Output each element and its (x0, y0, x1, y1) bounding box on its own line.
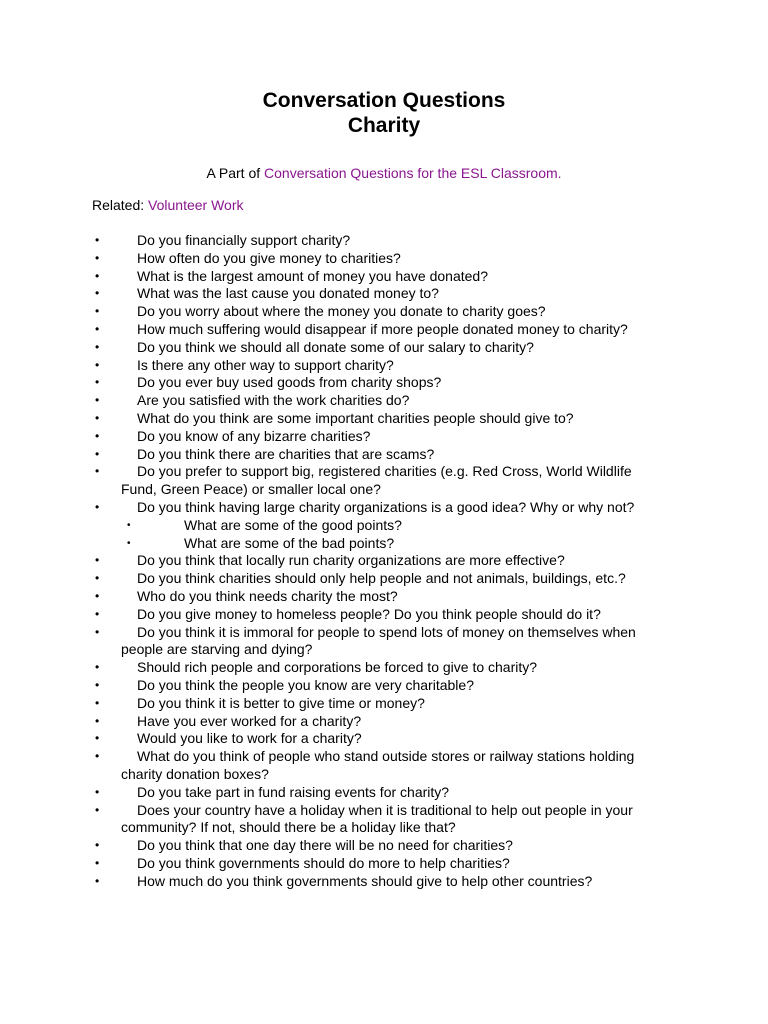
list-item: • How much do you think governments should give to help other countries? (95, 872, 593, 889)
bullet-icon: • (95, 677, 100, 692)
bullet-icon: • (95, 339, 100, 354)
list-item: • Do you give money to homeless people? Do you think people should do it? (95, 605, 601, 622)
bullet-icon: • (95, 321, 100, 336)
bullet-icon: • (95, 286, 100, 301)
sub-list-item: • What are some of the good points? (127, 516, 402, 533)
bullet-icon: • (95, 695, 100, 710)
bullet-icon: • (95, 428, 100, 443)
bullet-icon: • (95, 446, 100, 461)
related-prefix: Related: (92, 197, 149, 213)
bullet-icon: • (95, 250, 100, 265)
bullet-icon: • (95, 464, 100, 479)
question-list (0, 232, 768, 890)
list-item: • Do you think the people you know are very charitable? (95, 676, 474, 693)
bullet-icon: • (95, 606, 100, 621)
list-item: • Do you think that locally run charity organizations are more effective? (95, 552, 565, 569)
bullet-icon: • (95, 588, 100, 603)
bullet-icon: • (95, 855, 100, 870)
list-item: • Should rich people and corporations be forced to give to charity? (95, 659, 538, 676)
bullet-icon: • (95, 268, 100, 283)
list-item: • Do you think charities should only help people and not animals, buildings, etc.? (95, 570, 626, 587)
bullet-icon: • (95, 393, 100, 408)
bullet-icon: • (95, 713, 100, 728)
list-item: • Do you think having large charity organizations is a good idea? Why or why not? (95, 498, 635, 515)
list-item: • Do you think it is immoral for people to spend lots of money on themselves when people are starving and dying? (95, 623, 636, 658)
list-item: • Is there any other way to support charity? (95, 356, 394, 373)
list-item: • Do you worry about where the money you donate to charity goes? (95, 303, 546, 320)
bullet-icon: • (95, 571, 100, 586)
list-item: • Do you think governments should do more to help charities? (95, 854, 510, 871)
bullet-icon: • (95, 375, 100, 390)
volunteer-work-link[interactable]: Volunteer Work (148, 197, 244, 213)
bullet-icon: • (95, 784, 100, 799)
bullet-icon: • (95, 304, 100, 319)
bullet-icon: • (95, 802, 100, 817)
list-item: • What do you think of people who stand outside stores or railway stations holding charity donation boxes? (95, 748, 635, 782)
list-item: • Do you know of any bizarre charities? (95, 427, 371, 444)
bullet-icon: • (95, 410, 100, 425)
bullet-icon: • (95, 749, 100, 764)
list-item: • What do you think are some important charities people should give to? (95, 409, 574, 426)
bullet-icon: • (95, 660, 100, 675)
list-item: • Would you like to work for a charity? (95, 730, 362, 747)
list-item: • How often do you give money to charities? (95, 249, 401, 266)
page-title (0, 88, 768, 138)
bullet-icon: • (95, 553, 100, 568)
bullet-icon: • (95, 357, 100, 372)
list-item: • Do you think we should all donate some of our salary to charity? (95, 338, 534, 355)
list-item: • Do you think it is better to give time or money? (95, 694, 425, 711)
bullet-icon: • (95, 499, 100, 514)
list-item: • Do you take part in fund raising events for charity? (95, 783, 450, 800)
list-item: • Are you satisfied with the work charities do? (95, 392, 410, 409)
list-item: • Do you ever buy used goods from charity shops? (95, 374, 442, 391)
list-item: • Do you think there are charities that are scams? (95, 445, 435, 462)
bullet-icon: • (127, 537, 131, 549)
bullet-icon: • (95, 233, 100, 247)
list-item: • Do you prefer to support big, registered charities (e.g. Red Cross, World Wildlife Fund, Green Peace) or smaller local one? (95, 463, 632, 498)
title-line-2: Charity (347, 114, 421, 137)
esl-classroom-link[interactable]: Conversation Questions for the ESL Classroom. (264, 165, 562, 181)
sub-list-item: • What are some of the bad points? (127, 534, 395, 551)
bullet-icon: • (95, 838, 100, 853)
bullet-icon: • (95, 873, 100, 888)
title-line-1: Conversation Questions (262, 89, 506, 112)
list-item: • Have you ever worked for a charity? (95, 712, 362, 729)
list-item: • How much suffering would disappear if more people donated money to charity? (95, 320, 628, 337)
list-item: • Do you think that one day there will be no need for charities? (95, 837, 513, 854)
related-line (92, 196, 768, 214)
bullet-icon: • (95, 731, 100, 746)
list-item: • Who do you think needs charity the most? (95, 587, 398, 604)
intro-line (0, 164, 768, 182)
list-item: • Does your country have a holiday when it is traditional to help out people in your community? If not, should there be a holiday like that? (95, 801, 633, 836)
list-item: • Do you financially support charity? (95, 232, 351, 248)
list-item: • What was the last cause you donated money to? (95, 285, 439, 302)
list-item: • What is the largest amount of money you have donated? (95, 267, 488, 284)
bullet-icon: • (127, 519, 131, 531)
intro-prefix: A Part of (206, 165, 265, 181)
bullet-icon: • (95, 624, 100, 639)
